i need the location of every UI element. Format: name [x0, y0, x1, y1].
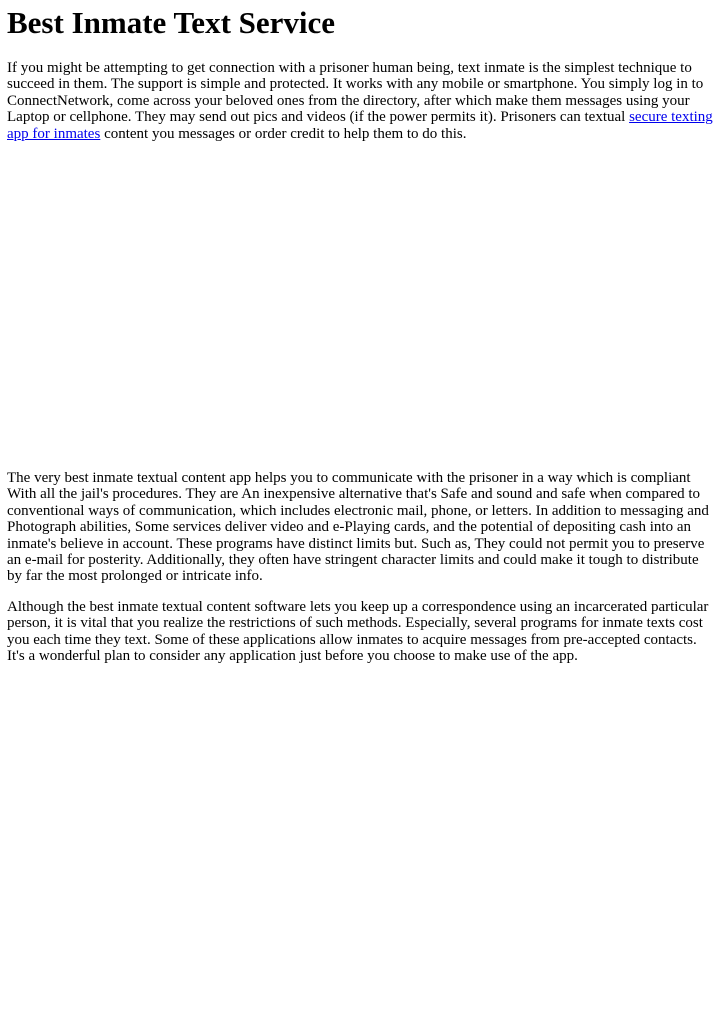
body-paragraph: The very best inmate textual content app helps you to communicate with the prisoner in a way which is compliant With all the jail's procedures. They are An inexpensive alternative that's Safe and sound and safe when compared to conventional ways of communication, which includes electronic mail, phone, or letters. In addition to messaging and Photograph abilities, Some services deliver video and e-Playing cards, and the potential of depositing cash into an inmate's believe in account. These programs have distinct limits but. Such as, They could not permit you to preserve an e-mail for posterity. Additionally, they often have stringent character limits and could make it tough to distribute by far the most prolonged or intricate info.	[7, 470, 709, 585]
closing-paragraph: Although the best inmate textual content software lets you keep up a correspondence using an incarcerated particular person, it is vital that you realize the restrictions of such methods. Especially, several programs for inmate texts cost you each time they text. Some of these applications allow inmates to acquire messages from pre-accepted contacts. It's a wonderful plan to consider any application just before you choose to make use of the app.	[7, 599, 709, 665]
blank-space	[0, 672, 720, 1018]
blank-space	[0, 150, 720, 462]
intro-text-after-link: content you messages or order credit to help them to do this.	[100, 125, 467, 142]
intro-text-before-link: If you might be attempting to get connection with a prisoner human being, text inmate is the simplest technique to succeed in them. The support is simple and protected. It works with any mobile or smartphone. You simply log in to ConnectNetwork, come across your beloved ones from the directory, after which make them messages using your Laptop or cellphone. They may send out pics and videos (if the power permits it). Prisoners can textual	[7, 60, 704, 126]
intro-paragraph	[7, 60, 717, 142]
page-title: Best Inmate Text Service	[7, 5, 336, 40]
secure-texting-app-link[interactable]: secure texting app for inmates	[7, 109, 713, 142]
